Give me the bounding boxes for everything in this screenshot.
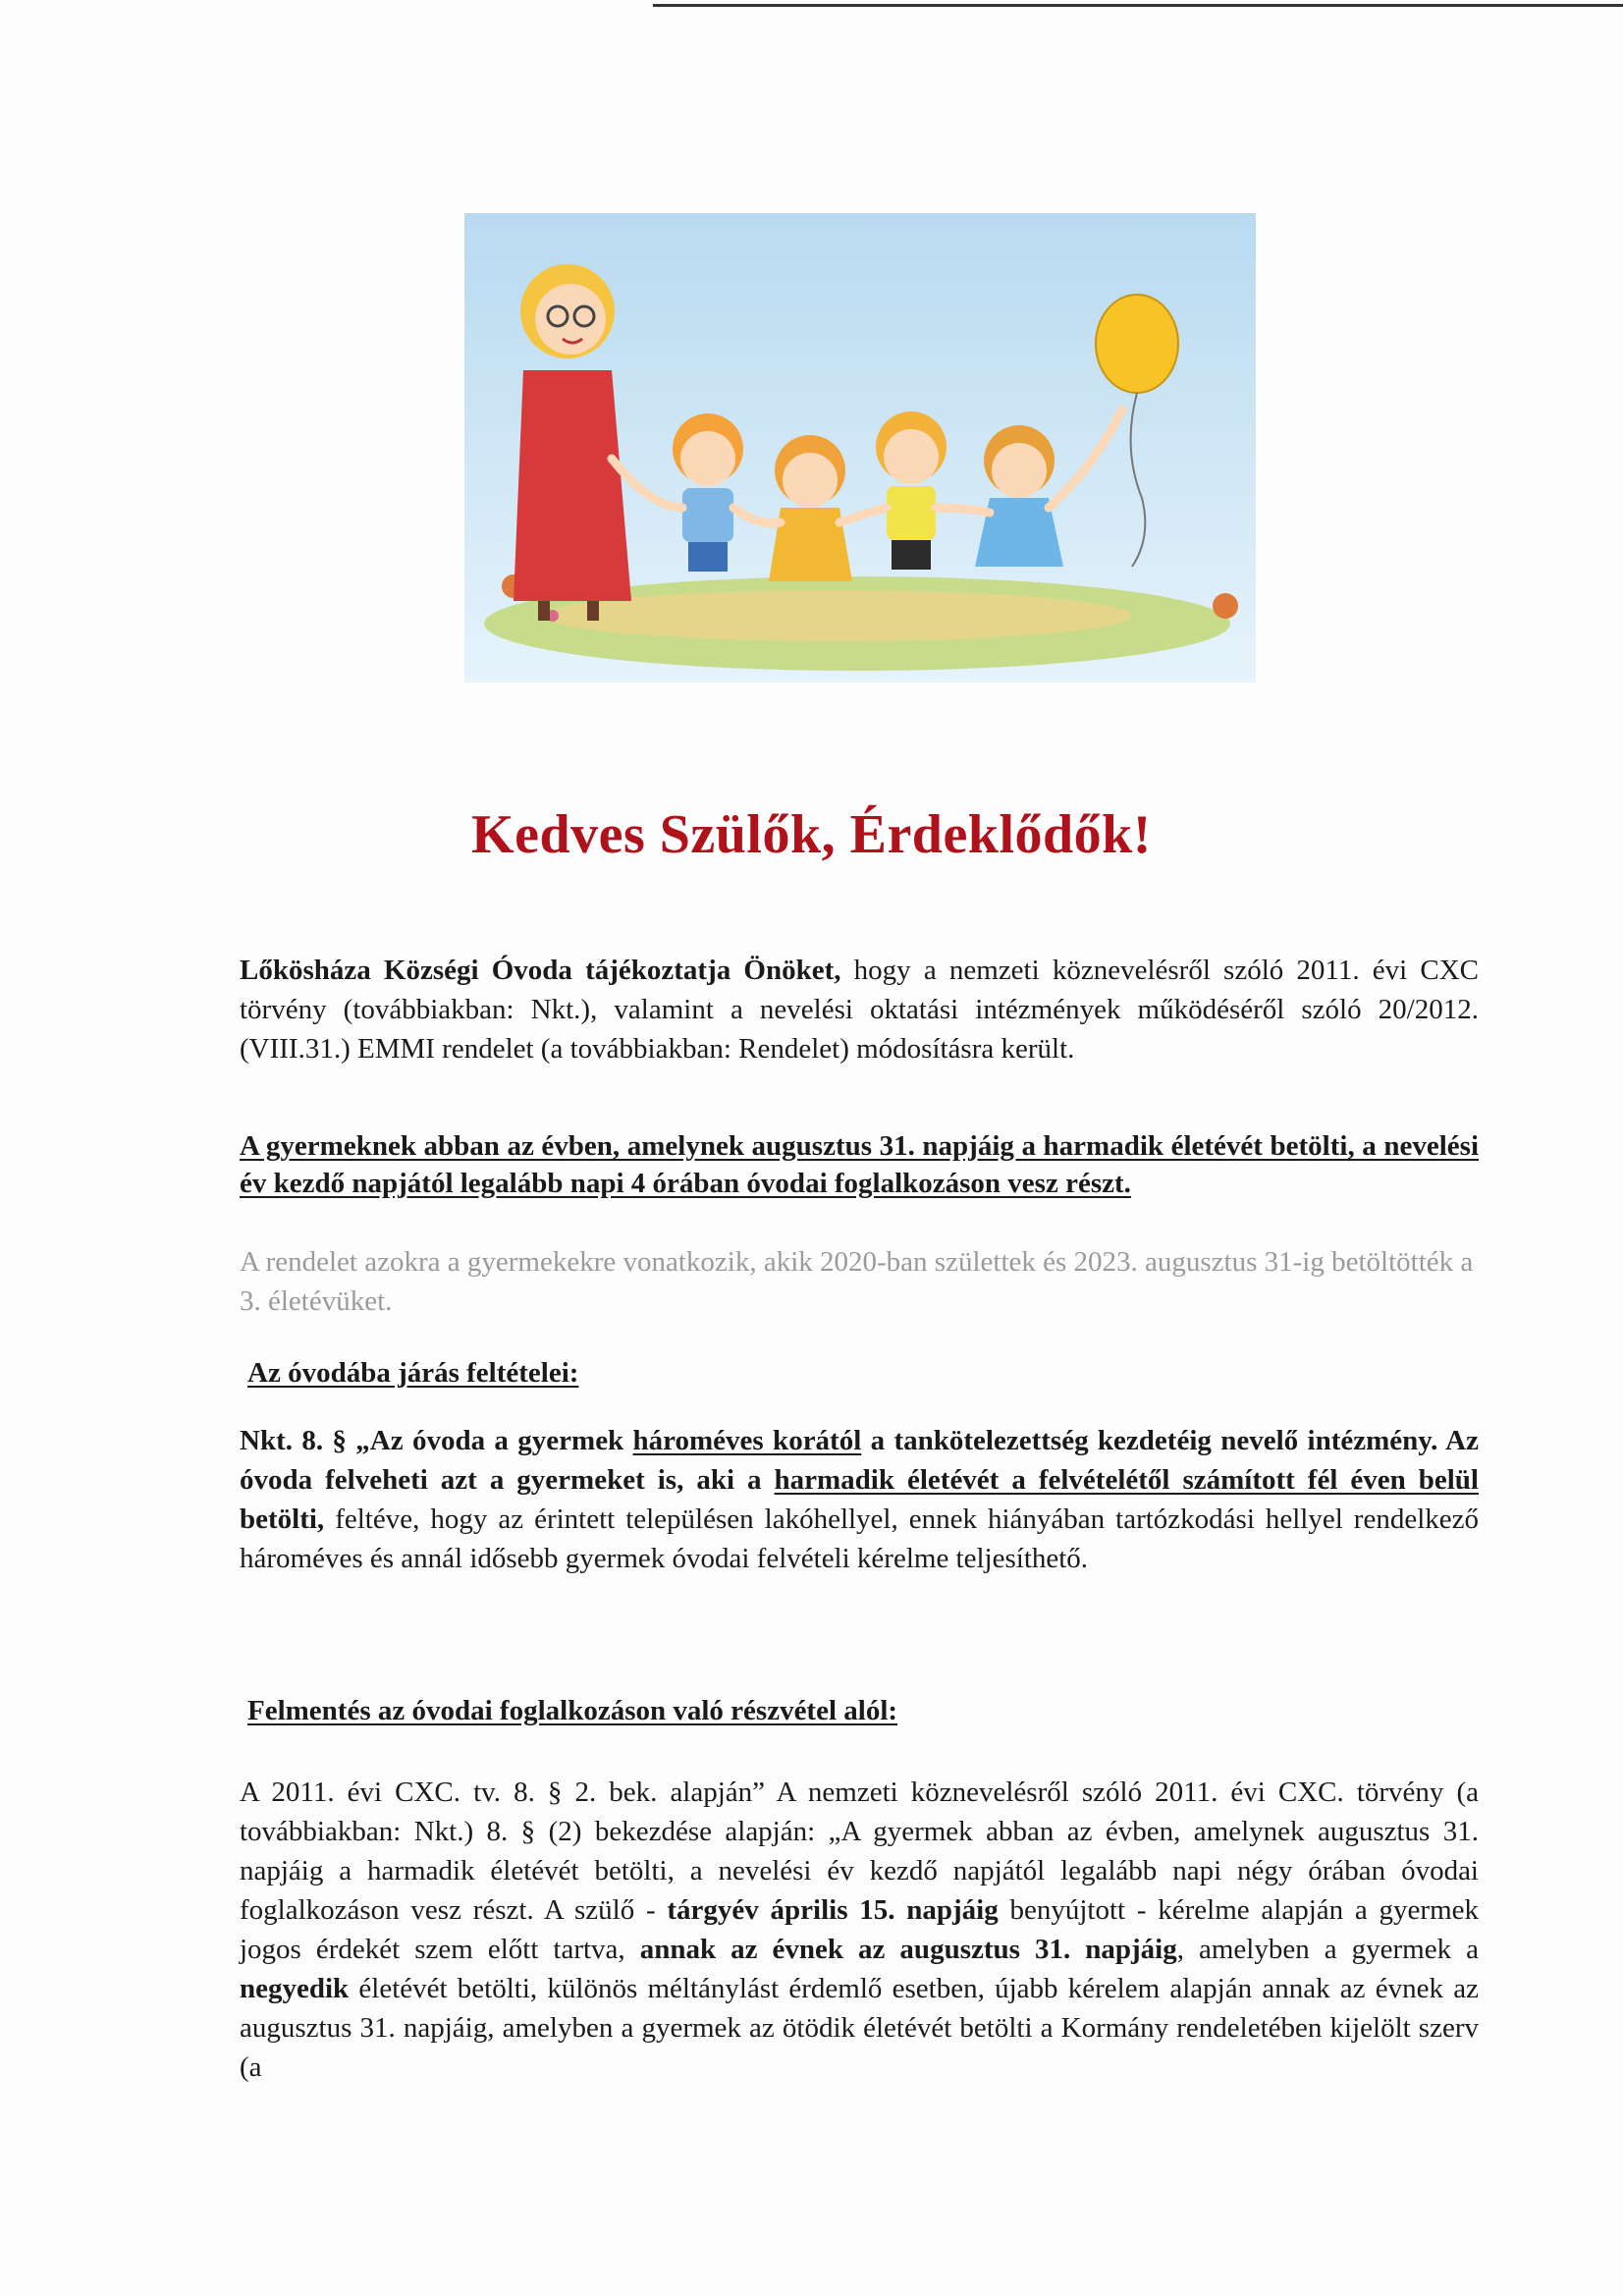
section1-text-a: Nkt. 8. § „Az óvoda a gyermek [240, 1425, 633, 1456]
section2-text-g: életévét betölti, különös méltánylást érdemlő esetben, újabb kérelem alapján annak az évnek az augusztus 31. napjáig, amelyben a gyermek az ötödik életévét betölti a Kormány rendeletében kijelölt szerv (a [240, 1973, 1479, 2083]
section2-text-a: A 2011. évi CXC. tv. 8. § 2. bek. alapján” A nemzeti köznevelésről szóló 2011. évi CXC. törvény (a továbbiakban: Nkt.) 8. § (2) bekezdése alapján: „A gyermek abban az évben, amelynek augusztus 31. napjáig a harmadik életévét betölti, a nevelési év kezdő napjától legalább napi négy órában óvodai foglalkozáson vesz részt. A szülő - [240, 1777, 1479, 1926]
highlight-grey-note: A rendelet azokra a gyermekekre vonatkozik, akik 2020-ban születtek és 2023. augusztus 31-ig betöltötték a 3. életévüket. [240, 1246, 1474, 1317]
intro-paragraph [240, 951, 1479, 1068]
section1-text-b: hároméves korától [632, 1425, 862, 1456]
section2-heading: Felmentés az óvodai foglalkozáson való részvétel alól: [247, 1695, 898, 1726]
teacher-and-children-illustration [464, 213, 1256, 683]
intro-bold-lead: Lőkösháza Községi Óvoda tájékoztatja Önöket, [240, 955, 841, 986]
section1-text-d: harmadik életévét a felvételétől számított fél éven belül [774, 1464, 1479, 1496]
section2-paragraph [240, 1773, 1479, 2087]
section2-text-c: benyújtott - kérelme alapján a gyermek jogos érdekét szem előtt tartva, [240, 1894, 1479, 1965]
section1-text-e: betölti, [240, 1503, 325, 1535]
intro-text: hogy a nemzeti köznevelésről szóló 2011. évi CXC törvény (továbbiakban: Nkt.), valamint a nevelési oktatási intézmények működéséről szóló 20/2012. (VIII.31.) EMMI rendelet (a továbbiakban: Rendelet) módosításra került. [240, 955, 1479, 1065]
section2-text-e: , amelyben a gyermek a [1176, 1934, 1479, 1965]
section2-text-d: annak az évnek az augusztus 31. napjáig [639, 1934, 1177, 1965]
highlight-underlined-notice: A gyermeknek abban az évben, amelynek augusztus 31. napjáig a harmadik életévét betölti, a nevelési év kezdő napjától legalább napi 4 órában óvodai foglalkozáson vesz részt. [240, 1130, 1479, 1199]
section1-text-f: feltéve, hogy az érintett településen lakóhellyel, ennek hiányában tartózkodási hellyel rendelkező hároméves és annál idősebb gyermek óvodai felvételi kérelme teljesíthető. [240, 1503, 1479, 1574]
section2-text-b: tárgyév április 15. napjáig [667, 1894, 999, 1926]
scan-top-edge-line [653, 4, 1623, 7]
section1-heading: Az óvodába járás feltételei: [247, 1357, 579, 1389]
section1-paragraph [240, 1421, 1479, 1578]
page-title: Kedves Szülők, Érdeklődők! [471, 804, 1152, 865]
section1-text-c: a tankötelezettség kezdetéig nevelő intézmény. Az óvoda felveheti azt a gyermeket is, aki a [240, 1425, 1479, 1496]
section2-text-f: negyedik [240, 1973, 350, 2004]
